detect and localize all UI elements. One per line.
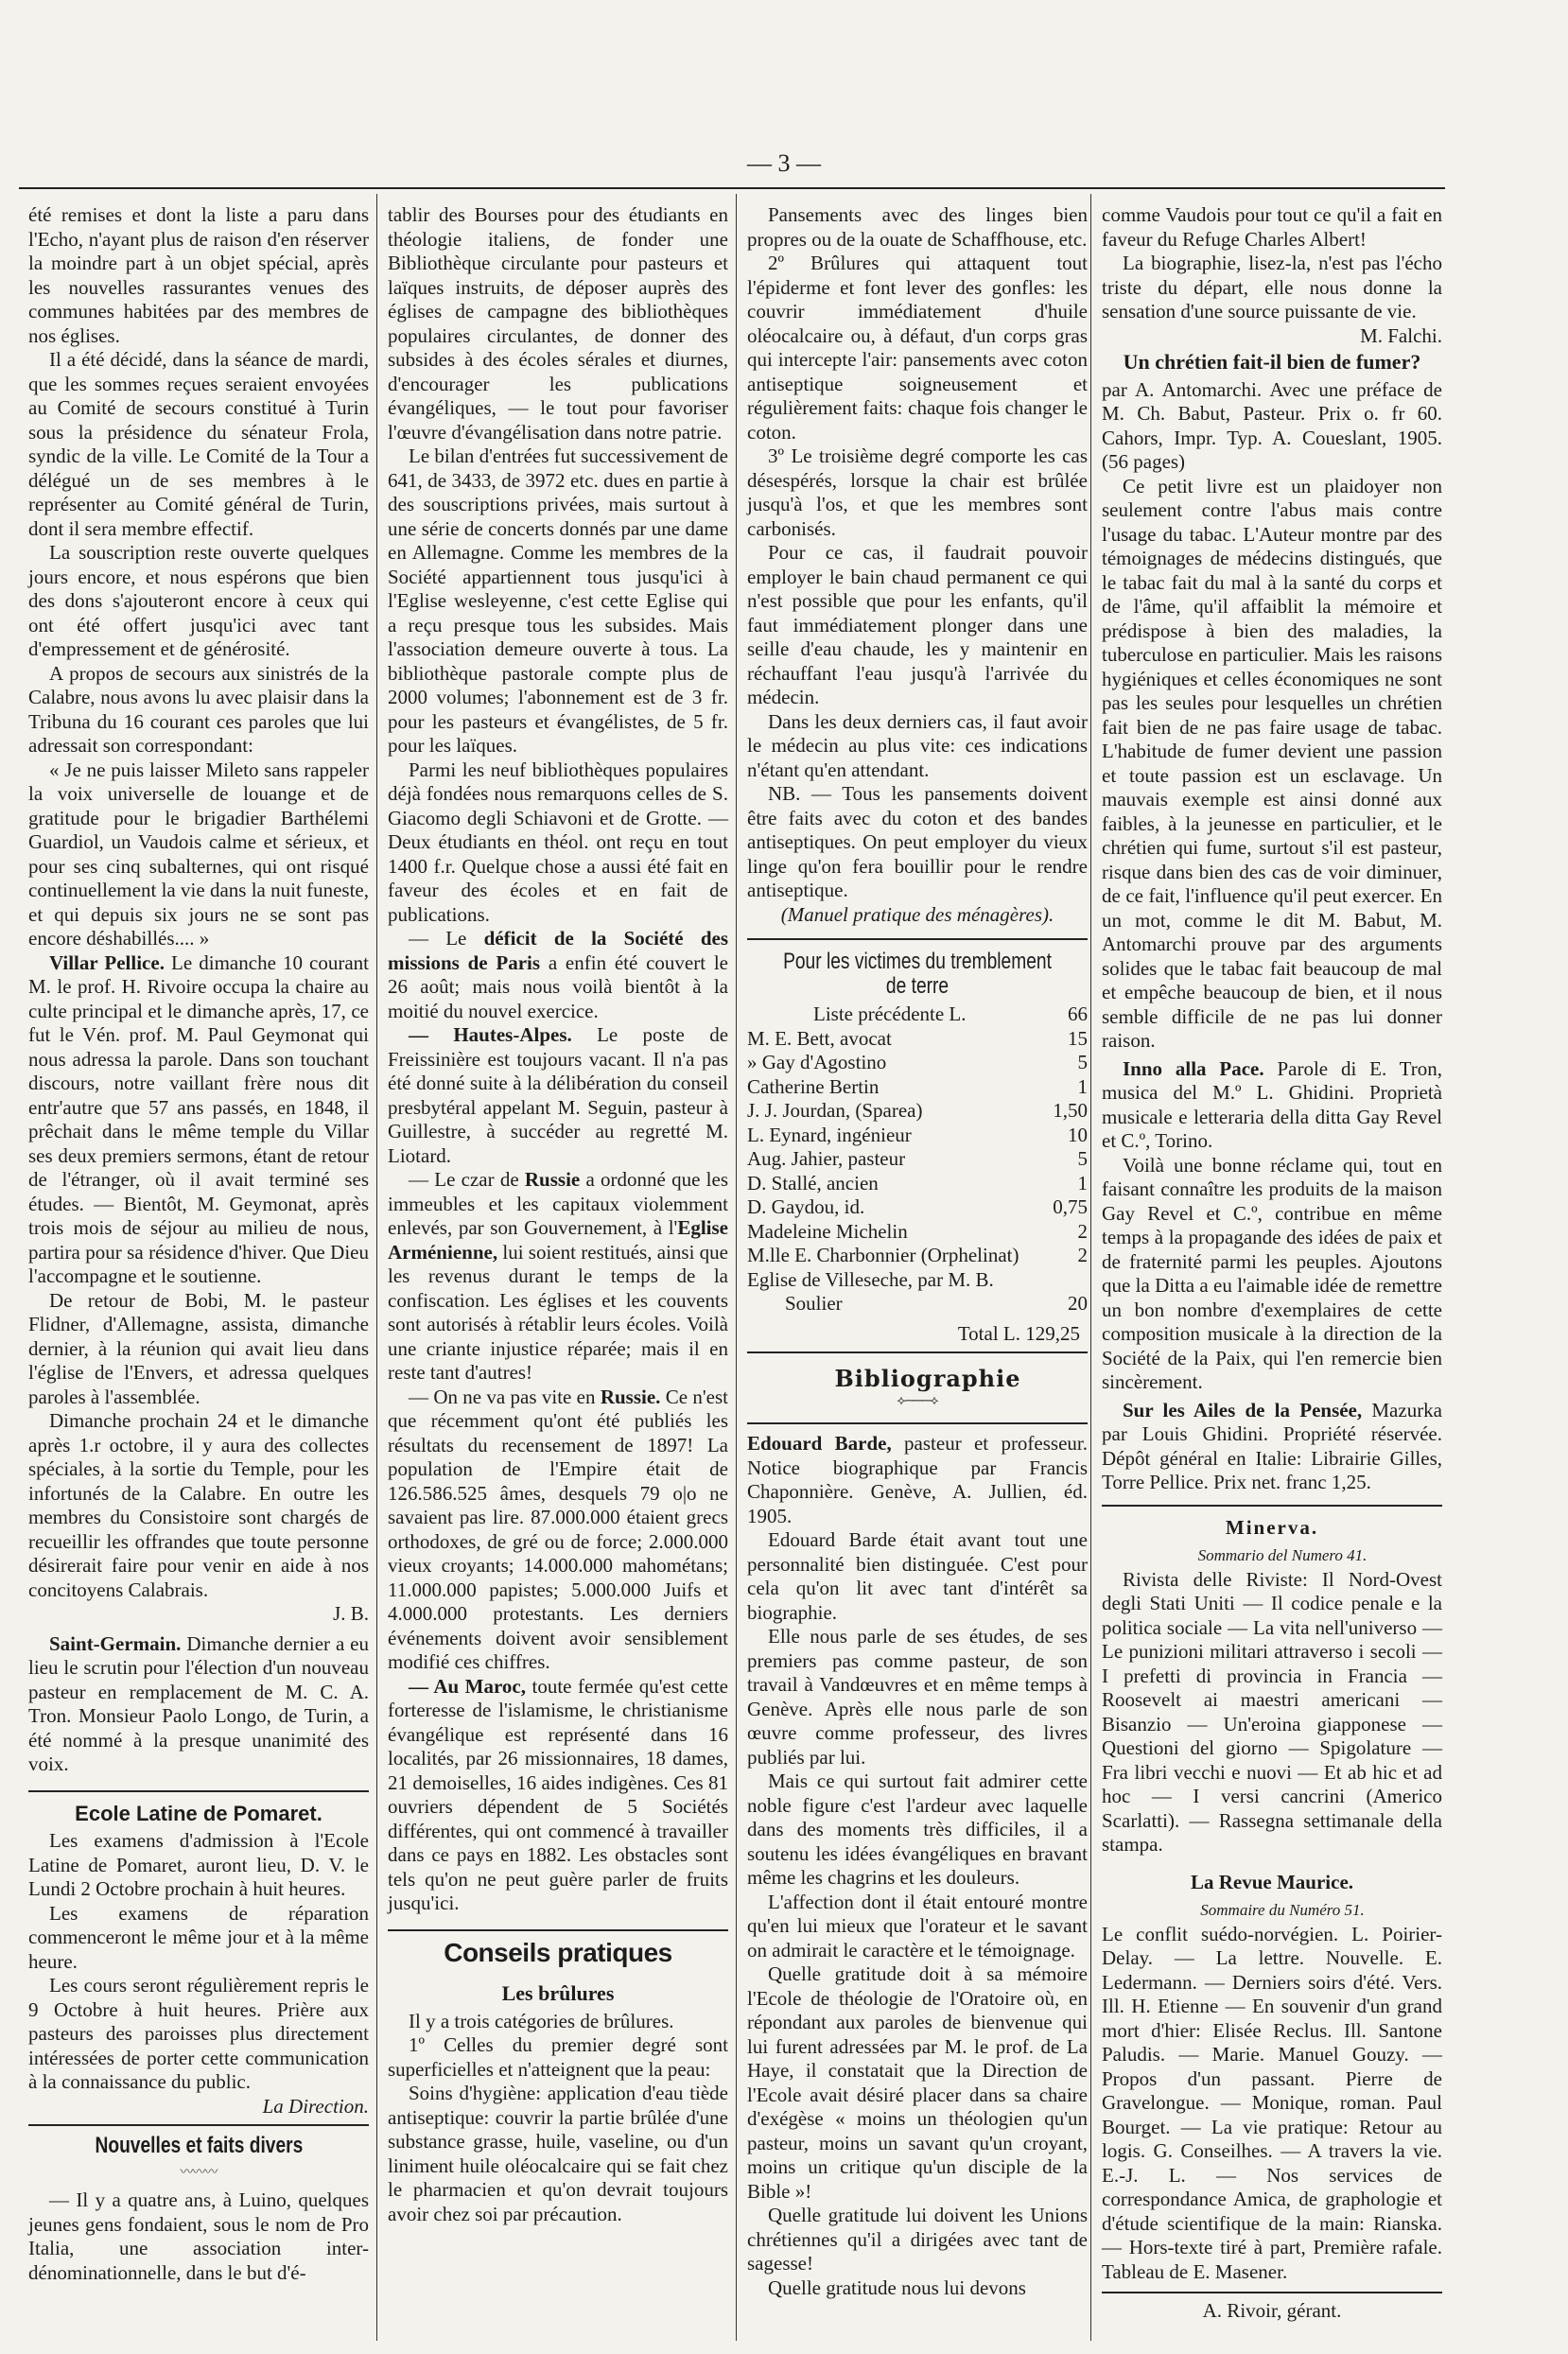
donation-amount: 5	[1077, 1147, 1088, 1170]
gerant-signature: A. Rivoir, gérant.	[1202, 2299, 1342, 2322]
section-title: Bibliographie	[834, 1365, 1021, 1392]
donor-name: Aug. Jahier, pasteur	[747, 1147, 906, 1170]
paragraph: Dimanche prochain 24 et le dimanche après 1.r octobre, il y aura des collectes spéciales, à la sortie du Temple, pour les infortunés de la Calabre. En outre les membres du Consistoire sont chargés de recueillir les offrandes que toute personne désirerait faire pour venir en aide à nos concitoyens Calabrais.	[28, 1409, 369, 1601]
nouvelles-title-wrap	[28, 2134, 369, 2159]
paragraph	[1102, 1399, 1442, 1495]
page-number: — 3 —	[747, 149, 821, 177]
paragraph	[747, 1432, 1088, 1528]
article-title: Eglise Arménienne,	[388, 1216, 728, 1264]
biblio-section	[747, 1361, 1088, 1424]
text: — Le czar de	[409, 1168, 519, 1191]
section-title: Conseils pratiques	[444, 1937, 672, 1967]
article-title: Sur les Ailes de la Pensée,	[1123, 1398, 1363, 1421]
article-text: Dimanche dernier a eu lieu le scrutin pour l'élection d'un nouveau pasteur en remplacement de M. C. A. Tron. Monsieur Paolo Longo, de Turin, a été nommé à la presque unanimité des voix.	[28, 1631, 369, 1775]
column-1	[28, 203, 369, 2285]
article-title: Saint-Germain.	[49, 1631, 182, 1655]
paragraph	[388, 927, 728, 1023]
section-title: La Revue Maurice.	[1190, 1870, 1354, 1893]
paragraph: Les examens de réparation commenceront le même jour et à la même heure.	[28, 1901, 369, 1973]
section-subtitle: Sommaire du Numéro 51.	[1200, 1901, 1365, 1919]
conseils-section	[388, 1929, 728, 1975]
paragraph: 2º Brûlures qui attaquent tout l'épiderme et font lever des gonfles: les couvrir immédiatement d'huile oléocalcaire ou, à défaut, d'un corps gras qui intercepte l'air: pansements avec coton antiseptique soigneusement et régulièrement faits: chaque fois changer le coton.	[747, 252, 1088, 444]
section-title: Minerva.	[1225, 1515, 1319, 1539]
donor-name: Catherine Bertin	[747, 1074, 880, 1098]
donation-row	[747, 1268, 1088, 1293]
signature: La Direction.	[262, 2094, 369, 2118]
text: a enfin été couvert le 26 août; mais nous voilà bientôt à la moitié du nouvel exercice.	[388, 950, 729, 1022]
paragraph: L'affection dont il était entouré montre qu'en lui mieux que l'orateur et le savant on admirait le caractère et le témoignage.	[747, 1890, 1088, 1962]
paragraph: Il y a trois catégories de brûlures.	[409, 2009, 674, 2032]
paragraph: 1º Celles du premier degré sont superficielles et n'atteignent que la peau:	[388, 2033, 728, 2081]
paragraph: Ce petit livre est un plaidoyer non seulement contre l'abus mais contre l'usage du tabac. L'Auteur montre par des témoignages de médecins distingués, que le tabac fait du mal à la santé du corps et de l'âme, qu'il affaiblit la mémoire et prédispose à bien des maladies, la tuberculose en particulier. Mais les raisons hygiéniques et celles économiques ne sont pas les seules pour lesquelles un chrétien fait bien de ne pas faire usage de tabac. L'habitude de fumer devient une passion et toute passion est un esclavage. Un mauvais exemple est ainsi donné aux faibles, à la jeunesse en particulier, et le chrétien qui fume, surtout s'il est pasteur, risque dans bien des cas de voir diminuer, de ce fait, l'influence qu'il peut exercer. En un mot, comme le dit M. Babut, M. Antomarchi prouve par des arguments solides que le tabac fait beaucoup de mal et empêche beaucoup de bien, et il nous semble difficile de ne pas lui donner raison.	[1102, 474, 1442, 1052]
minerva-section	[1102, 1505, 1442, 1863]
paragraph: Dans les deux derniers cas, il faut avoir le médecin au plus vite: ces indications n'étant qu'en attendant.	[747, 709, 1088, 781]
paragraph: Pour ce cas, il faudrait pouvoir employer le bain chaud permanent ce qui n'est possible que pour les enfants, qu'il faut immédiatement plonger dans une seille d'eau chaude, les y maintenir en réchauffant l'eau jusqu'à l'arrivée du médecin.	[747, 541, 1088, 708]
text: — Le	[409, 927, 467, 950]
donation-amount: 2	[1077, 1244, 1088, 1266]
donor-name: D. Gaydou, id.	[747, 1195, 865, 1218]
paragraph: Soins d'hygiène: application d'eau tiède antiseptique: couvrir la partie brûlée d'une substance grasse, huile, vaseline, ou d'un liniment huile oléocalcaire qui se fait chez le pharmacien et qu'on devrait toujours avoir chez soi par précaution.	[388, 2082, 728, 2225]
donation-amount: 1,50	[1053, 1099, 1088, 1122]
quote: « Je ne puis laisser Mileto sans rappeler la voix universelle de louange et de gratitude pour le brigadier Barthélemi Guardiol, un Vaudois calme et sérieux, et pour ses cinq subalternes, qui ont risqué continuellement la vie dans la nuit funeste, et qui depuis six jours ne se sont pas encore déshabillés.... »	[28, 758, 369, 950]
text: Le poste de Freissinière est toujours vacant. Il n'a pas été donné suite à la délibération du conseil presbytéral appelant M. Seguin, pasteur à Guillestre, à succéder au regretté M. Liotard.	[388, 1023, 729, 1167]
paragraph: Quelle gratitude lui doivent les Unions chrétiennes qu'il a dirigées avec tant de sagesse!	[747, 2204, 1088, 2275]
donation-row	[747, 1075, 1088, 1100]
paragraph: Voilà une bonne réclame qui, tout en faisant connaître les produits de la maison Gay Revel et C.º, contribue en même temps à la propagande des idées de paix et de fraternité parmi les peuples. Ajoutons que la Ditta a eu l'aimable idée de remettre un bon nombre d'exemplaires de cette composition musicale à la direction de la Société de la Paix, qui l'en remercie bien sincèrement.	[1102, 1153, 1442, 1393]
donor-name: M. E. Bett, avocat	[747, 1026, 892, 1050]
article-title: déficit de la Société des missions de Paris	[388, 927, 729, 974]
text: pasteur et professeur. Notice biographique par Francis Chaponnière. Genève, A. Jullien, éd. 1905.	[747, 1432, 1088, 1527]
donor-name: Liste précédente L.	[813, 1003, 967, 1025]
donor-name: Eglise de Villeseche, par M. B.	[747, 1267, 994, 1291]
section-title-wrap	[747, 950, 1088, 999]
article-title: — Au Maroc,	[409, 1674, 527, 1698]
gerant-line	[1102, 2292, 1442, 2324]
section-title: Nouvelles et faits divers	[95, 2133, 303, 2158]
signature: M. Falchi.	[1360, 323, 1442, 347]
paragraph: Elle nous parle de ses études, de ses premiers pas comme pasteur, de son travail à Vandœuvres et en même temps à Genève. Après elle nous parle de son œuvre comme professeur, des livres publiés par lui.	[747, 1625, 1088, 1769]
article-title: Villar Pellice.	[49, 950, 165, 974]
signature: J. B.	[333, 1602, 369, 1625]
section-title: Ecole Latine de Pomaret.	[75, 1801, 322, 1825]
victimes-section	[747, 938, 1088, 1353]
donation-row	[747, 1003, 1088, 1027]
paragraph: Les examens d'admission à l'Ecole Latine de Pomaret, auront lieu, D. V. le Lundi 2 Octobre prochain à huit heures.	[28, 1829, 369, 1900]
paragraph: Les cours seront régulièrement repris le 9 Octobre à huit heures. Prière aux pasteurs des paroisses plus directement intéressées de porter cette communication à la connaissance du public.	[28, 1974, 369, 2093]
donation-total: Total L. 129,25	[957, 1321, 1080, 1345]
paragraph	[388, 1023, 728, 1168]
donor-name: » Gay d'Agostino	[747, 1051, 887, 1073]
paragraph	[388, 1386, 728, 1675]
donation-amount: 5	[1077, 1051, 1088, 1073]
donation-amount: 20	[1068, 1292, 1088, 1315]
paragraph: 3º Le troisième degré comporte les cas désespérés, lorsque la chair est brûlée jusqu'à l'os, et que les membres sont carbonisés.	[747, 445, 1088, 540]
paragraph: Parmi les neuf bibliothèques populaires déjà fondées nous remarquons celles de S. Giacomo degli Schiavoni et de Grotte. — Deux étudiants en théol. ont reçu en tout 1400 f.r. Quelque chose a aussi été fait en faveur des écoles et en fait de publications.	[388, 758, 728, 926]
paragraph: A propos de secours aux sinistrés de la Calabre, nous avons lu avec plaisir dans la Tribuna du 16 courant ces paroles que lui adressait son correspondant:	[28, 661, 369, 757]
paragraph: Pansements avec des linges bien propres ou de la ouate de Schaffhouse, etc.	[747, 203, 1088, 251]
paragraph: La souscription reste ouverte quelques jours encore, et nous espérons que bien des dons s'ajouteront encore à ceux qui ont été offert jusqu'ici avec tant d'empressement et de générosité.	[28, 541, 369, 660]
donation-amount: 66	[1068, 1003, 1088, 1025]
article-title: Russie.	[600, 1385, 661, 1408]
paragraph: De retour de Bobi, M. le pasteur Flidner, d'Allemagne, assista, dimanche dernier, à la réunion qui avait lieu dans l'église de l'Envers, et adressa quelques paroles à l'assemblée.	[28, 1288, 369, 1408]
text: a ordonné que les immeubles et les capitaux violemment enlevés, par son Gouvernement, à l'	[388, 1168, 728, 1239]
paragraph: Mais ce qui surtout fait admirer cette noble figure c'est l'ardeur avec laquelle dans des moments très difficiles, il a soutenu les idées évangéliques en bravant même les chagrins et les douleurs.	[747, 1770, 1088, 1889]
article-title: Russie	[524, 1168, 581, 1191]
donation-row	[747, 1147, 1088, 1172]
paragraph	[388, 1675, 728, 1916]
article-title: Edouard Barde,	[747, 1432, 892, 1455]
donation-total-row	[747, 1322, 1088, 1347]
text: Parole di E. Tron, musica del M.º L. Ghidini. Proprietà musicale e letteraria della ditta Gay Revel et C.º, Torino.	[1102, 1056, 1442, 1152]
text: lui soient restitués, ainsi que les revenus durant le temps de la confiscation. Les églises et les couvents sont autorisés à rétablir leurs écoles. Voilà une criante injustice réparée; mais il en reste tant d'autres!	[388, 1240, 729, 1384]
article-title: Inno alla Pace.	[1123, 1056, 1264, 1080]
paragraph: NB. — Tous les pansements doivent être faits avec du coton et des bandes antiseptiques. On peut employer du vieux linge qu'on fera bouillir pour le rendre antiseptique.	[747, 782, 1088, 901]
donor-name: L. Eynard, ingénieur	[747, 1123, 912, 1146]
donation-row	[747, 1195, 1088, 1220]
column-3	[747, 203, 1088, 2300]
donation-row	[747, 1099, 1088, 1124]
donation-amount: 0,75	[1053, 1195, 1088, 1218]
paragraph: Quelle gratitude doit à sa mémoire l'Ecole de théologie de l'Oratoire où, en répondant aux paroles de bienvenue qui lui furent adressées par M. le prof. de La Haye, il constatait que la Direction de l'Ecole avait désiré placer dans sa chaire d'exégèse « moins un théologien qu'un pasteur, moins un savant qu'un croyant, moins un critique qu'un disciple de la Bible »!	[747, 1962, 1088, 2203]
donation-amount: 1	[1077, 1171, 1088, 1194]
donor-name: M.lle E. Charbonnier (Orphelinat)	[747, 1244, 1019, 1266]
villar-article	[28, 951, 369, 1289]
text: toute fermée qu'est cette forteresse de l'islamisme, le christianisme évangélique est représenté dans 16 localités, par 26 missionnaires, 18 dames, 21 demoiselles, 16 aides indigènes. Ces 81 ouvriers dépendent de 5 Sociétés différentes, qui ont commencé à travailler dans ce pays en 1882. Les obstacles sont tels qu'on ne peut guère parler de fruits jusqu'ici.	[388, 1674, 729, 1914]
column-4	[1102, 203, 1442, 2324]
article-title: Un chrétien fait-il bien de fumer?	[1123, 350, 1421, 374]
donor-name: Madeleine Michelin	[747, 1219, 908, 1243]
section-subtitle: Sommario del Numero 41.	[1197, 1546, 1368, 1564]
paragraph: — Il y a quatre ans, à Luino, quelques jeunes gens fondaient, sous le nom de Pro Italia, une association inter-dénominationnelle, dans le but d'é-	[28, 2188, 369, 2284]
ecole-section	[28, 1790, 369, 2127]
ornament: ⟡───⟡	[897, 1393, 938, 1408]
paragraph: Le conflit suédo-norvégien. L. Poirier-Delay. — La lettre. Nouvelle. E. Ledermann. — Derniers soirs d'été. Vers. Ill. H. Etienne — En souvenir d'un grand mort d'hier: Elisée Reclus. Ill. Santone Paludis. — Marie. Manuel Gouzy. — Propos d'un passant. Pierre de Gravelongue. — Monique, roman. Paul Bourget. — La vie pratique: Retour au logis. G. Conseilhes. — A travers la vie. E.-J. L. — Nos services de correspondance Amica, de graphologie et d'étude scientifique de la main: Rianska. — Hors-texte tiré à part, Première rafale. Tableau de E. Masener.	[1102, 1922, 1442, 2283]
donation-amount: 2	[1077, 1219, 1088, 1243]
ornament: 〰〰〰	[180, 2165, 218, 2180]
text: Ce n'est que récemment qu'ont été publiés les résultats du recensement de 1897! La population de l'Empire était de 126.586.525 âmes, desquels 79 o|o ne savaient pas lire. 87.000.000 étaient grecs orthodoxes, de gré ou de force; 2.000.000 vieux croyants; 14.000.000 mahométans; 11.000.000 papistes; 5.000.000 Juifs et 4.000.000 protestants. Les derniers événements doivent avoir sensiblement modifié ces chiffres.	[388, 1385, 728, 1673]
paragraph: La biographie, lisez-la, n'est pas l'écho triste du départ, elle nous donne la sensation d'une source puissante de vie.	[1102, 252, 1442, 323]
paragraph: Edouard Barde était avant tout une personnalité bien distinguée. C'est pour cela qu'on lit avec tant d'intérêt sa biographie.	[747, 1528, 1088, 1624]
paragraph: par A. Antomarchi. Avec une préface de M. Ch. Babut, Pasteur. Prix o. fr 60. Cahors, Impr. Typ. A. Coueslant, 1905. (56 pages)	[1102, 377, 1442, 473]
donation-amount: 15	[1068, 1026, 1088, 1050]
donation-amount: 1	[1077, 1074, 1088, 1098]
donor-name: J. J. Jourdan, (Sparea)	[747, 1099, 923, 1122]
donation-amount: 10	[1068, 1123, 1088, 1146]
column-divider	[1090, 194, 1091, 2341]
article-title: — Hautes-Alpes.	[409, 1023, 572, 1046]
text: — On ne va pas vite en	[409, 1385, 596, 1408]
paragraph: Rivista delle Riviste: Il Nord-Ovest degli Stati Uniti — Il codice penale e la politica sociale — La vita nell'universo — Le punizioni militari attraverso i secoli — I prefetti di provincia in Francia — Roosevelt ai maestri americani — Bisanzio — Un'eroina giapponese — Questioni del giorno — Spigolature — Fra libri vecchi e nuovi — Et ab hic et ad hoc — I versi cancrini (Americo Scarlatti). — Rassegna settimanale della stampa.	[1102, 1567, 1442, 1856]
column-2	[388, 203, 728, 2226]
donation-amount	[1042, 1268, 1088, 1293]
paragraph	[388, 1168, 728, 1386]
paragraph: tablir des Bourses pour des étudiants en théologie italiens, de fonder une Bibliothèque circulante pour pasteurs et laïques instruits, de déposer auprès des églises de campagne des bibliothèques populaires circulantes, de donner des subsides à des écoles sérales et diurnes, d'encourager les publications évangéliques, — le tout pour favoriser l'œuvre d'évangélisation dans notre patrie.	[388, 203, 728, 444]
column-divider	[736, 194, 737, 2341]
paragraph: Quelle gratitude nous lui devons	[768, 2276, 1026, 2299]
donation-row	[747, 1292, 1088, 1316]
donor-name: Soulier	[785, 1292, 843, 1315]
donation-row	[747, 1027, 1088, 1052]
subsection-title: Les brûlures	[501, 1981, 615, 2005]
top-rule	[19, 187, 1445, 189]
paragraph: Le bilan d'entrées fut successivement de 641, de 3433, de 3972 etc. dues en partie à des souscriptions privées, mais surtout à une série de concerts donnés par une dame en Allemagne. Comme les membres de la Société appartiennent tous jusqu'ici à l'Eglise wesleyenne, c'est cette Eglise qui a reçu presque tous les subsides. Mais l'association demeure ouverte à tous. La bibliothèque pastorale compte plus de 2000 volumes; l'abonnement est de 3 fr. pour les pasteurs et évangélistes, de 5 fr. pour les laïques.	[388, 445, 728, 757]
source-note: (Manuel pratique des ménagères).	[780, 902, 1054, 926]
column-divider	[376, 194, 377, 2341]
article-text: Le dimanche 10 courant M. le prof. H. Rivoire occupa la chaire au culte principal et le dimanche après, 17, ce fut le Vén. prof. M. Paul Geymonat qui nous adressa la parole. Dans son touchant discours, notre vaillant frère nous dit entr'autre que 57 ans passés, en 1848, il prêchait dans le même temple du Villar ses deux premiers sermons, étant de retour de l'étranger, où il avait terminé ses études. — Bientôt, M. Geymonat, après trois mois de séjour au milieu de nous, partira pour sa résidence d'hiver. Que Dieu l'accompagne et le soutienne.	[28, 950, 370, 1287]
paragraph: Il a été décidé, dans la séance de mardi, que les sommes reçues seraient envoyées au Comité de secours constitué à Turin sous la présidence du sénateur Frola, syndic de la ville. Le Comité de la Tour a délégué un de ses membres à le représenter au Comité général de Turin, dont il sera membre effectif.	[28, 348, 369, 540]
donation-row	[747, 1124, 1088, 1148]
donation-list	[747, 1003, 1088, 1316]
paragraph	[1102, 1057, 1442, 1154]
donor-name: D. Stallé, ancien	[747, 1171, 879, 1194]
paragraph: été remises et dont la liste a paru dans l'Echo, n'ayant plus de raison d'en réserver la moindre part à un objet spécial, après les nouvelles rassurantes venues des communes habitées par des membres de nos églises.	[28, 203, 369, 347]
donation-row	[747, 1220, 1088, 1245]
donation-row	[747, 1172, 1088, 1196]
st-germain-article	[28, 1632, 369, 1777]
donation-row	[747, 1051, 1088, 1075]
paragraph: comme Vaudois pour tout ce qu'il a fait en faveur du Refuge Charles Albert!	[1102, 203, 1442, 251]
text: Mazurka par Louis Ghidini. Propriété réservée. Dépôt général en Italie: Librairie Gilles, Torre Pellice. Prix net. franc 1,25.	[1102, 1398, 1443, 1493]
section-title: Pour les victimes du tremblement de terre	[783, 949, 1052, 999]
donation-row	[747, 1244, 1088, 1268]
